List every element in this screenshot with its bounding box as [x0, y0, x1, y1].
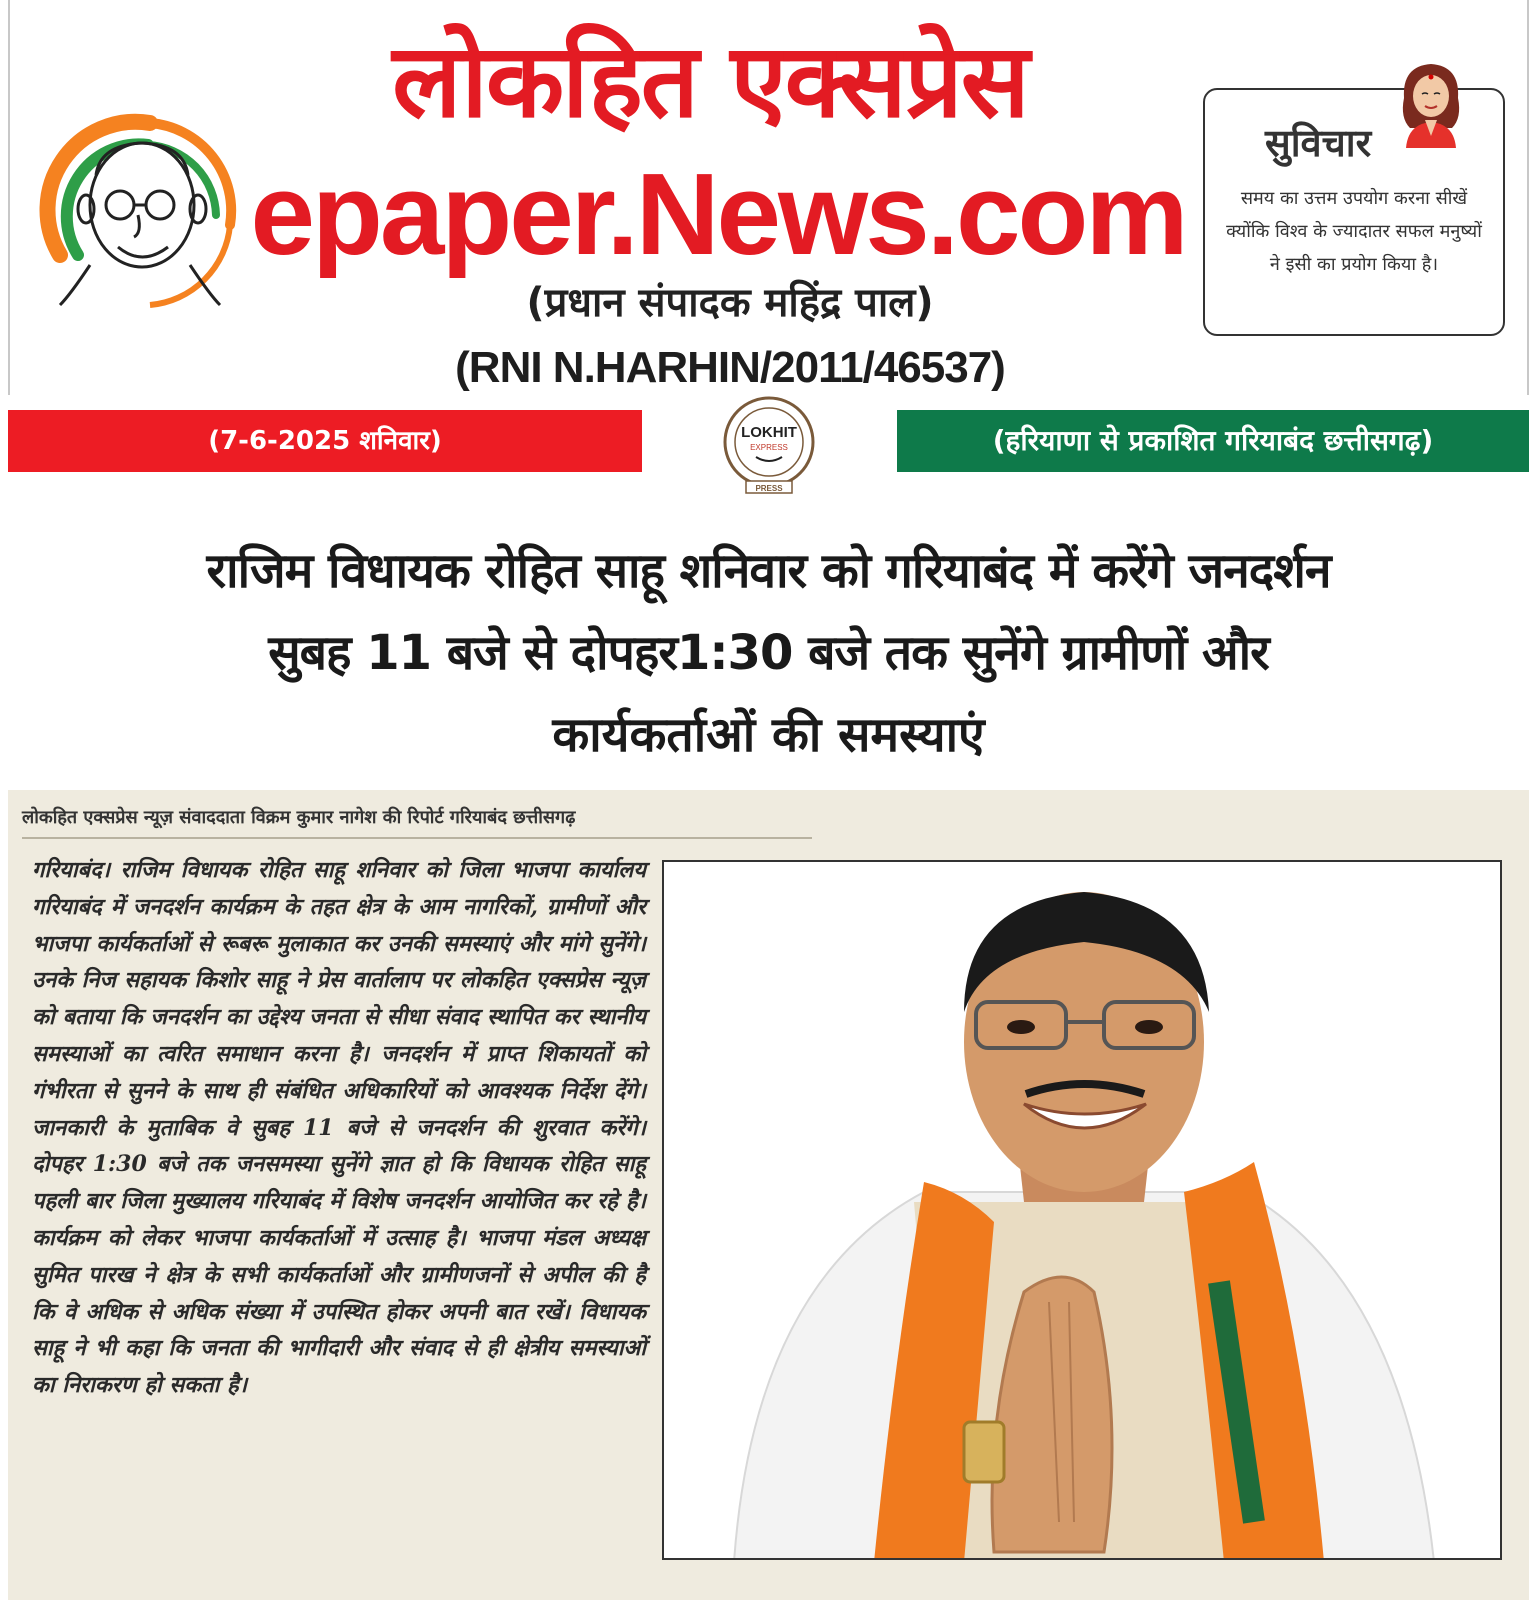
reporter-byline: लोकहित एक्सप्रेस न्यूज़ संवाददाता विक्रम कुमार नागेश की रिपोर्ट गरियाबंद छत्तीसगढ़ [22, 805, 812, 839]
namaste-woman-icon [1392, 58, 1470, 148]
mla-photo [662, 860, 1502, 1560]
lokhit-press-seal-icon [720, 393, 818, 495]
headline-line-1: राजिम विधायक रोहित साहू शनिवार को गरियाबंद में करेंगे जनदर्शन [206, 543, 1331, 599]
headline-line-2: सुबह 11 बजे से दोपहर1:30 बजे तक सुनेंगे ग्रामीणों और [268, 625, 1269, 681]
headline-line-3: कार्यकर्ताओं की समस्याएं [552, 707, 985, 763]
chief-editor-line: (प्रधान संपादक महिंद्र पाल) [526, 280, 934, 326]
masthead-title-hindi: लोकहित एक्सप्रेस [392, 22, 1028, 141]
gandhi-logo-icon [30, 105, 245, 310]
thought-text: समय का उत्तम उपयोग करना सीखें क्योंकि विश्व के ज्यादातर सफल मनुष्यों ने इसी का प्रयोग किया है। [1226, 188, 1482, 275]
frame-border-left [8, 0, 10, 395]
story-body: गरियाबंद। राजिम विधायक रोहित साहू शनिवार को जिला भाजपा कार्यालय गरियाबंद में जनदर्शन कार्यक्रम के तहत क्षेत्र के आम नागरिकों, ग्रामीणों और भाजपा कार्यकर्ताओं से रूबरू मुलाकात कर उनकी समस्याएं और मांगे सुनेंगे। उनके निज सहायक किशोर साहू ने प्रेस वार्तालाप पर लोकहित एक्सप्रेस न्यूज़ को बताया कि जनदर्शन का उद्देश्य जनता से सीधा संवाद स्थापित कर स्थानीय समस्याओं का त्वरित समाधान करना है। जनदर्शन में प्राप्त शिकायतों को गंभीरता से सुनने के साथ ही संबंधित अधिकारियों को आवश्यक निर्देश देंगे। जानकारी के मुताबिक वे सुबह 11 बजे से जनदर्शन की शुरवात करेंगे। दोपहर 1:30 बजे तक जनसमस्या सुनेंगे ज्ञात हो कि विधायक रोहित साहू पहली बार जिला मुख्यालय गरियाबंद में विशेष जनदर्शन आयोजित कर रहे है। कार्यक्रम को लेकर भाजपा कार्यकर्ताओं में उत्साह है। भाजपा मंडल अध्यक्ष सुमित पारख ने क्षेत्र के सभी कार्यकर्ताओं और ग्रामीणजनों से अपील की है कि वे अधिक से अधिक संख्या में उपस्थित होकर अपनी बात रखें। विधायक साहू ने भी कहा कि जनता की भागीदारी और संवाद से ही क्षेत्रीय समस्याओं का निराकरण हो सकता है। [32, 857, 646, 1399]
seal-text: LOKHIT [741, 424, 797, 441]
seal-subtext: EXPRESS [750, 443, 788, 452]
date-band: (7-6-2025 शनिवार) [8, 410, 642, 472]
thought-title: सुविचार [1265, 121, 1372, 165]
masthead-title-latin: epaper.News.com [250, 149, 1186, 279]
seal-ring-text: PRESS [755, 484, 783, 493]
main-headline [10, 530, 1527, 776]
rni-number: (RNI N.HARHIN/2011/46537) [455, 343, 1005, 392]
location-band: (हरियाणा से प्रकाशित गरियाबंद छत्तीसगढ़) [897, 410, 1529, 472]
mla-portrait-icon [664, 862, 1502, 1560]
frame-border-right [1527, 0, 1529, 395]
